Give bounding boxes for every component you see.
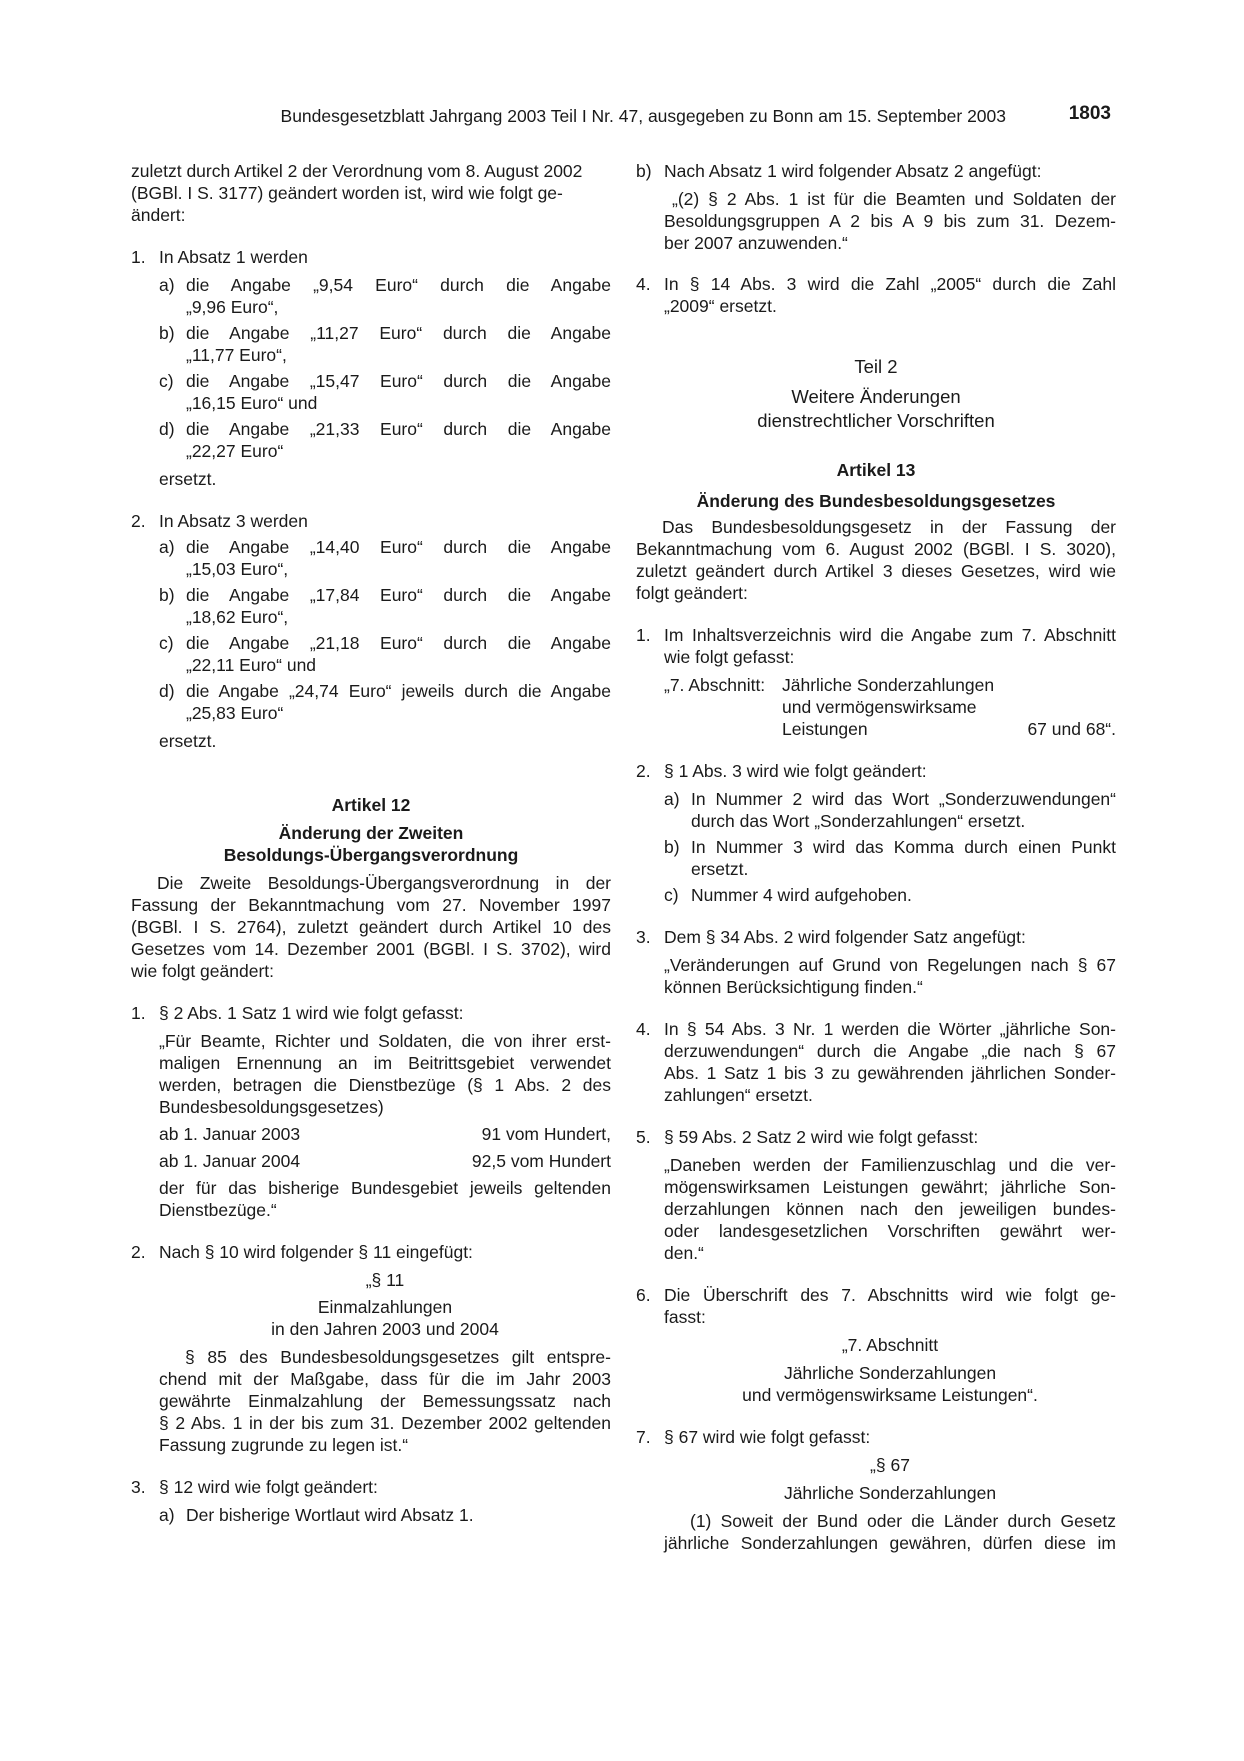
article-12-item-3b <box>636 160 1116 182</box>
rate-date: ab 1. Januar 2004 <box>159 1151 301 1171</box>
article-12-item-2 <box>131 1241 611 1263</box>
item-text: „9,96 Euro“, <box>186 297 279 317</box>
item-text: die Angabe „15,47 Euro“ durch die Angabe <box>186 371 611 391</box>
item-text: Der bisherige Wortlaut wird Absatz 1. <box>186 1505 474 1525</box>
section-title: Jährliche Sonderzahlungen <box>783 1483 997 1503</box>
item-text: § 67 wird wie folgt gefasst: <box>664 1427 871 1447</box>
item-text: „25,83 Euro“ <box>186 703 284 723</box>
section-body <box>664 1510 1116 1554</box>
article-13-body <box>636 516 1116 604</box>
article-12-item-1 <box>131 1002 611 1024</box>
item-number: 2. <box>131 511 146 531</box>
toc-page: 67 und 68“. <box>1027 719 1116 739</box>
item-letter: a) <box>664 789 680 809</box>
text-line: (BGBl. I S. 3177) geändert worden ist, wird wie folgt ge- <box>131 183 563 203</box>
item-letter: c) <box>664 885 679 905</box>
list-item-2c <box>159 632 611 676</box>
item-text: Abs. 1 Satz 1 bis 3 zu gewährenden jährlichen Sonder- <box>664 1063 1116 1083</box>
item-text: zahlungen“ ersetzt. <box>664 1085 813 1105</box>
item-number: 3. <box>636 927 651 947</box>
section-title: Jährliche Sonderzahlungen <box>783 1363 997 1383</box>
text-line: Fassung der Bekanntmachung vom 27. November 1997 <box>131 895 611 915</box>
text-line: werden, betragen die Dienstbezüge (§ 1 Abs. 2 des <box>159 1075 611 1095</box>
list-item-2 <box>131 510 611 532</box>
toc-text: Jährliche Sonderzahlungen <box>782 675 995 695</box>
item-letter: a) <box>159 1505 175 1525</box>
item-letter: b) <box>159 323 175 343</box>
rate-value: 92,5 vom Hundert <box>471 1151 611 1171</box>
text-line: zuletzt durch Artikel 2 der Verordnung vom 8. August 2002 <box>131 161 583 181</box>
text-line: chend mit der Maßgabe, dass für die im Jahr 2003 <box>159 1369 611 1389</box>
list-item-1d <box>159 418 611 462</box>
section-body <box>159 1346 611 1456</box>
quote-block <box>664 954 1116 998</box>
text-line: (1) Soweit der Bund oder die Länder durch Gesetz <box>690 1511 1116 1531</box>
text-line: Bekanntmachung vom 6. August 2002 (BGBl. I S. 3020), <box>636 539 1116 559</box>
text-line: Die Zweite Besoldungs-Übergangsverordnung in der <box>157 873 611 893</box>
item-text: Nach § 10 wird folgender § 11 eingefügt: <box>159 1242 473 1262</box>
item-text: § 1 Abs. 3 wird wie folgt geändert: <box>664 761 927 781</box>
ersetzt-text: ersetzt. <box>159 469 217 489</box>
item-number: 5. <box>636 1127 651 1147</box>
item-text: die Angabe „14,40 Euro“ durch die Angabe <box>186 537 611 557</box>
list-item-1a <box>159 274 611 318</box>
article-13-item-2c <box>664 884 1116 906</box>
item-text: die Angabe „17,84 Euro“ durch die Angabe <box>186 585 611 605</box>
item-text: In § 14 Abs. 3 wird die Zahl „2005“ durch die Zahl <box>664 274 1116 294</box>
article-13-item-4 <box>636 1018 1116 1106</box>
section-heading: „7. Abschnitt <box>841 1335 939 1355</box>
item-text: Die Überschrift des 7. Abschnitts wird wie folgt ge- <box>664 1285 1116 1305</box>
text-line: Dienstbezüge.“ <box>159 1200 277 1220</box>
item-number: 2. <box>636 761 651 781</box>
text-line: ber 2007 anzuwenden.“ <box>664 233 848 253</box>
article-13-item-5 <box>636 1126 1116 1148</box>
item-text: Nach Absatz 1 wird folgender Absatz 2 angefügt: <box>664 161 1042 181</box>
item-letter: a) <box>159 537 175 557</box>
article-12-item-3a <box>159 1504 611 1526</box>
page-number: 1803 <box>1068 103 1111 124</box>
article-12-body <box>131 872 611 982</box>
item-text: „15,03 Euro“, <box>186 559 289 579</box>
item-number: 6. <box>636 1285 651 1305</box>
item-letter: b) <box>664 837 680 857</box>
text-line: Fassung zugrunde zu legen ist.“ <box>159 1435 409 1455</box>
item-text: fasst: <box>664 1307 706 1327</box>
text-line: Bundesbesoldungsgesetzes) <box>159 1097 384 1117</box>
text-line: Das Bundesbesoldungsgesetz in der Fassung der <box>662 517 1116 537</box>
header-text: Bundesgesetzblatt Jahrgang 2003 Teil I Nr. 47, ausgegeben zu Bonn am 15. September 2003 <box>280 106 1006 126</box>
item-text: In Absatz 3 werden <box>159 511 308 531</box>
item-letter: d) <box>159 681 175 701</box>
rate-row <box>159 1123 611 1145</box>
item-text: „22,27 Euro“ <box>186 441 284 461</box>
item-text: die Angabe „21,18 Euro“ durch die Angabe <box>186 633 611 653</box>
item-text: In Absatz 1 werden <box>159 247 308 267</box>
article-13-item-1 <box>636 624 1116 668</box>
list-item-1b <box>159 322 611 366</box>
text-line: der für das bisherige Bundesgebiet jeweils geltenden <box>159 1178 611 1198</box>
ersetzt-text: ersetzt. <box>159 731 217 751</box>
article-heading: Artikel 12 <box>331 795 411 815</box>
text-line: folgt geändert: <box>636 583 748 603</box>
item-text: derzuwendungen“ durch die Angabe „die nach § 67 <box>664 1041 1116 1061</box>
text-line: zuletzt geändert durch Artikel 3 dieses Gesetzes, wird wie <box>636 561 1116 581</box>
item-text: die Angabe „9,54 Euro“ durch die Angabe <box>186 275 611 295</box>
text-line: „(2) § 2 Abs. 1 ist für die Beamten und Soldaten der <box>672 189 1116 209</box>
item-letter: c) <box>159 371 174 391</box>
item-text: In Nummer 3 wird das Komma durch einen Punkt <box>691 837 1116 857</box>
toc-label: „7. Abschnitt: <box>664 675 766 695</box>
item-text: Dem § 34 Abs. 2 wird folgender Satz angefügt: <box>664 927 1026 947</box>
text-line: mögenswirksamen Leistungen gewährt; jährliche Son- <box>664 1177 1116 1197</box>
item-text: § 12 wird wie folgt geändert: <box>159 1477 378 1497</box>
article-13-item-6 <box>636 1284 1116 1328</box>
list-item-1c <box>159 370 611 414</box>
section-title: Einmalzahlungen <box>317 1297 453 1317</box>
text-line: können Berücksichtigung finden.“ <box>664 977 923 997</box>
quote-block <box>664 1154 1116 1264</box>
item-text: „11,77 Euro“, <box>186 345 287 365</box>
item-number: 1. <box>636 625 651 645</box>
text-line: den.“ <box>664 1243 704 1263</box>
section-title: in den Jahren 2003 und 2004 <box>271 1319 499 1339</box>
item-letter: b) <box>636 161 652 181</box>
item-text: die Angabe „21,33 Euro“ durch die Angabe <box>186 419 611 439</box>
item-text: „18,62 Euro“, <box>186 607 289 627</box>
item-text: „2009“ ersetzt. <box>664 296 777 316</box>
item-text: ersetzt. <box>691 859 749 879</box>
item-text: die Angabe „11,27 Euro“ durch die Angabe <box>186 323 611 343</box>
page-header <box>0 103 1244 129</box>
item-letter: b) <box>159 585 175 605</box>
article-title: Besoldungs-Übergangsverordnung <box>223 845 519 865</box>
left-column <box>131 160 611 1526</box>
text-line: Gesetzes vom 14. Dezember 2001 (BGBl. I S. 3702), wird <box>131 939 611 959</box>
item-text: In § 54 Abs. 3 Nr. 1 werden die Wörter „jährliche Son- <box>664 1019 1116 1039</box>
list-item-2a <box>159 536 611 580</box>
article-heading: Artikel 13 <box>836 460 916 480</box>
article-12-item-4 <box>636 273 1116 317</box>
item-text: die Angabe „24,74 Euro“ jeweils durch die Angabe <box>186 681 611 701</box>
part-title: Weitere Änderungen <box>791 386 961 407</box>
item-text: wie folgt gefasst: <box>664 647 795 667</box>
text-line: Besoldungsgruppen A 2 bis A 9 bis zum 31. Dezem- <box>664 211 1116 231</box>
text-line: ändert: <box>131 205 186 225</box>
section-number: „§ 67 <box>870 1455 910 1475</box>
list-item-2d <box>159 680 611 724</box>
item-number: 1. <box>131 247 146 267</box>
right-column <box>636 160 1116 1554</box>
article-title: Änderung des Bundesbesoldungsgesetzes <box>696 491 1056 511</box>
article-13-item-2a <box>664 788 1116 832</box>
quote-block <box>159 1030 611 1221</box>
item-number: 1. <box>131 1003 146 1023</box>
article-title: Änderung der Zweiten <box>278 823 464 843</box>
item-text: Nummer 4 wird aufgehoben. <box>691 885 912 905</box>
item-text: „22,11 Euro“ und <box>186 655 317 675</box>
section-title: und vermögenswirksame Leistungen“. <box>742 1385 1038 1405</box>
toc-text: und vermögenswirksame <box>782 697 977 717</box>
item-letter: a) <box>159 275 175 295</box>
item-text: „16,15 Euro“ und <box>186 393 318 413</box>
text-line: wie folgt geändert: <box>131 961 275 981</box>
text-line: § 85 des Bundesbesoldungsgesetzes gilt entspre- <box>185 1347 611 1367</box>
quote-block <box>664 188 1116 254</box>
item-number: 4. <box>636 274 651 294</box>
article-13-item-2 <box>636 760 1116 782</box>
text-line: „Daneben werden der Familienzuschlag und die ver- <box>664 1155 1116 1175</box>
item-text: § 59 Abs. 2 Satz 2 wird wie folgt gefasst: <box>664 1127 979 1147</box>
article-13-item-2b <box>664 836 1116 880</box>
text-line: „Veränderungen auf Grund von Regelungen nach § 67 <box>664 955 1116 975</box>
item-letter: c) <box>159 633 174 653</box>
intro-paragraph <box>131 160 611 226</box>
part-title: dienstrechtlicher Vorschriften <box>757 410 995 431</box>
text-line: § 2 Abs. 1 in der bis zum 31. Dezember 2002 geltenden <box>159 1413 611 1433</box>
article-13-item-7 <box>636 1426 1116 1448</box>
article-13-item-3 <box>636 926 1116 948</box>
item-text: durch das Wort „Sonderzahlungen“ ersetzt. <box>691 811 1026 831</box>
list-item-1 <box>131 246 611 268</box>
article-12-item-3 <box>131 1476 611 1498</box>
part-heading: Teil 2 <box>854 356 898 377</box>
item-number: 2. <box>131 1242 146 1262</box>
text-line: gewährte Einmalzahlung der Bemessungssatz nach <box>159 1391 611 1411</box>
list-item-2b <box>159 584 611 628</box>
toc-text: Leistungen <box>782 719 868 739</box>
text-line: maligen Ernennung an im Beitrittsgebiet verwendet <box>159 1053 611 1073</box>
item-text: Im Inhaltsverzeichnis wird die Angabe zum 7. Abschnitt <box>664 625 1116 645</box>
item-number: 4. <box>636 1019 651 1039</box>
item-number: 3. <box>131 1477 146 1497</box>
rate-row <box>159 1150 611 1172</box>
text-line: „Für Beamte, Richter und Soldaten, die von ihrer erst- <box>159 1031 611 1051</box>
item-text: § 2 Abs. 1 Satz 1 wird wie folgt gefasst: <box>159 1003 464 1023</box>
rate-date: ab 1. Januar 2003 <box>159 1124 301 1144</box>
text-line: oder landesgesetzlichen Vorschriften gewährt wer- <box>664 1221 1116 1241</box>
item-number: 7. <box>636 1427 651 1447</box>
text-line: (BGBl. I S. 2764), zuletzt geändert durch Artikel 10 des <box>131 917 611 937</box>
toc-entry <box>664 674 1116 740</box>
item-letter: d) <box>159 419 175 439</box>
text-line: jährliche Sonderzahlungen gewähren, dürfen diese im <box>664 1533 1116 1553</box>
item-text: In Nummer 2 wird das Wort „Sonderzuwendungen“ <box>691 789 1116 809</box>
section-number: „§ 11 <box>365 1270 405 1290</box>
text-line: derzahlungen können nach den jeweiligen bundes- <box>664 1199 1116 1219</box>
rate-value: 91 vom Hundert, <box>481 1124 611 1144</box>
